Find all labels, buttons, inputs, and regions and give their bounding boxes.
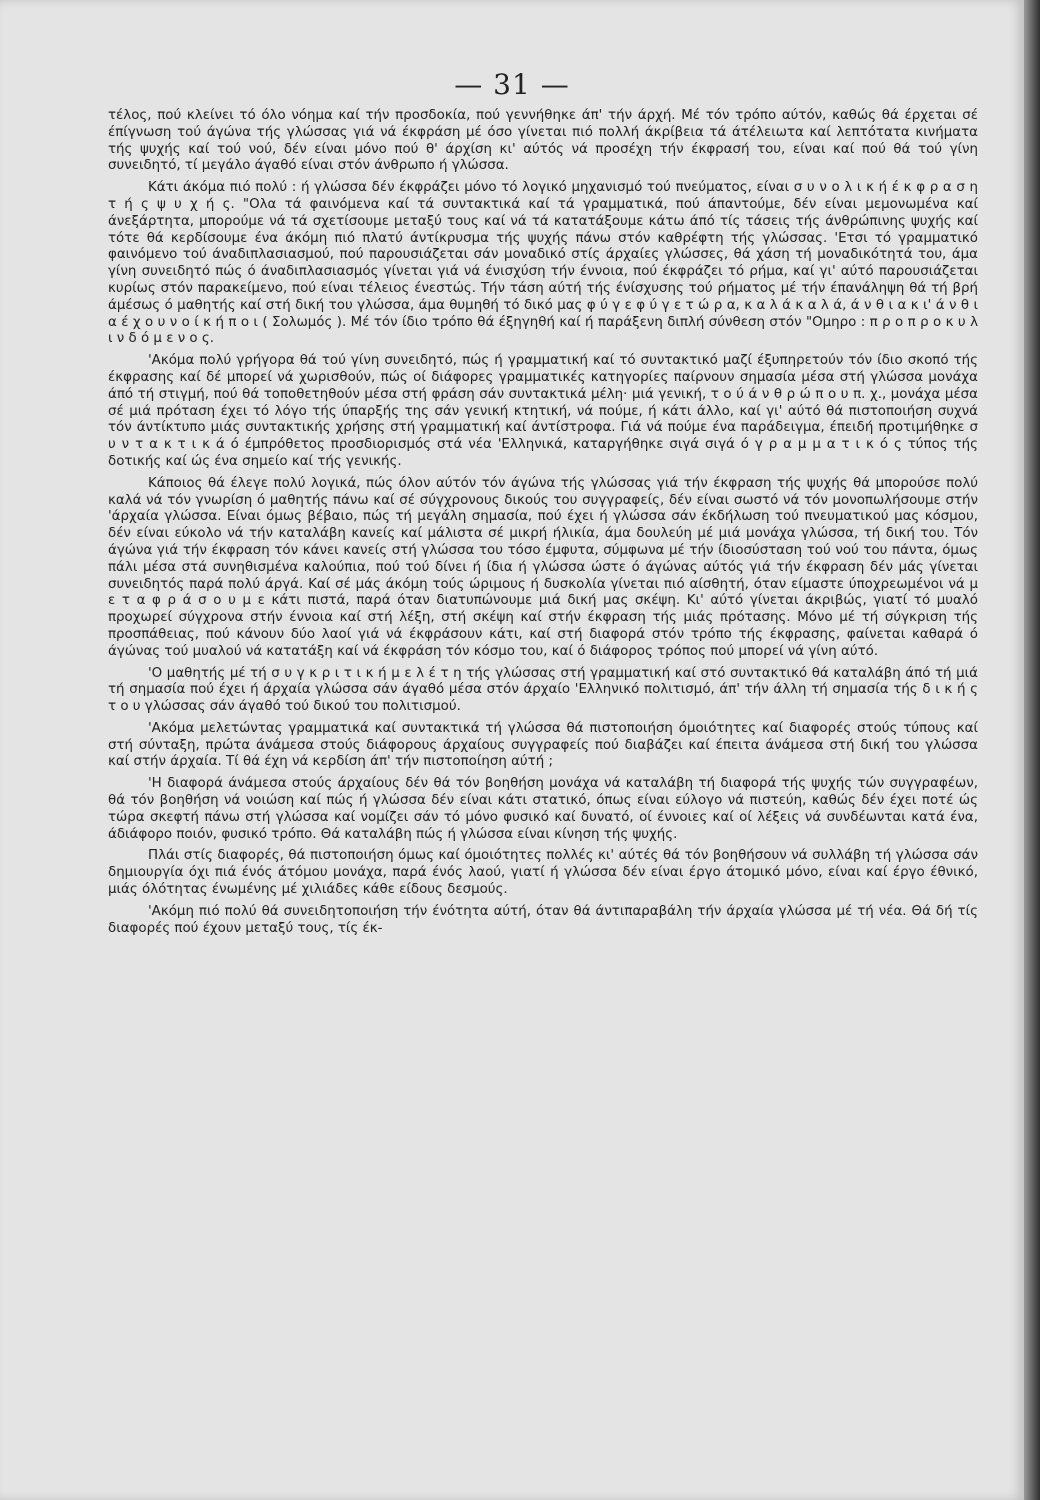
- body-text: [108, 108, 978, 942]
- paragraph: 'Η διαφορά άνάμεσα στούς άρχαίους δέν θά τόν βοηθήση μονάχα νά καταλάβη τή διαφορά τής ψυχής τών συγγραφέων, θά τόν βοηθήση νά νοιώση καί πώς ή γλώσσα δέν είναι κάτι στατικό, όπως είναι εύλογο νά πιστεύη, καθώς δέν έχει ποτέ ώς τώρα σκεφτή πάνω στή γλώσσα καί νομίζει σάν τό μόνο φυσικό καί δυνατό, οί έννοιες καί οί λέξεις νά συνδέωνται κατά ένα, άδιάφορο ποιόν, φυσικό τρόπο. Θά καταλάβη πώς ή γλώσσα είναι κίνηση τής ψυχής.: [108, 776, 978, 842]
- paragraph: 'Ο μαθητής μέ τή σ υ γ κ ρ ι τ ι κ ή μ ε λ έ τ η τής γλώσσας στή γραμματική καί στό συντακτικό θά καταλάβη άπό τή μιά τή σημασία πού έχει ή άρχαία γλώσσα σάν άγαθό μέσα στόν άρχαίο 'Ελληνικό πολιτισμό, άπ' τήν άλλη τή σημασία τής δ ι κ ή ς τ ο υ γλώσσας σάν άγαθό τού δικού του πολιτισμού.: [108, 665, 978, 715]
- paragraph: Κάποιος θά έλεγε πολύ λογικά, πώς όλον αύτόν τόν άγώνα τής γλώσσας γιά τήν έκφραση τής ψυχής θά μπορούσε πολύ καλά νά τόν γνωρίση ό μαθητής πάνω καί σέ σύγχρονους δικούς του συγγραφείς, δέν είναι σωστό νά τόν μονοπωλήσουμε στήν 'άρχαία γλώσσα. Είναι όμως βέβαιο, πώς τή μεγάλη σημασία, πού έχει ή γλώσσα σάν έκδήλωση τού πνευματικού μας κόσμου, δέν είναι εύκολο νά τήν καταλάβη κανείς καί μάλιστα σέ μικρή ήλικία, άμα δουλεύη μέ μιά μονάχα γλώσσα, τή δική του. Τόν άγώνα γιά τήν έκφραση τόν κάνει κανείς στή γλώσσα του τόσο έμφυτα, σύμφωνα μέ τήν ίδιοσύσταση τού νού του πάντα, όμως πάλι μέσα στά συνηθισμένα καλούπια, πού τού δίνει ή ίδια ή γλώσσα ώστε ό άγώνας αύτός γιά τήν έκφραση δέν μάς γίνεται συνειδητός παρά πολύ άργά. Καί σέ μάς άκόμη τούς ώριμους ή δυσκολία γίνεται πιό αίσθητή, όταν είμαστε ύποχρεωμένοι νά μ ε τ α φ ρ ά σ ο υ μ ε κάτι πιστά, παρά όταν διατυπώνουμε μιά δική μας σκέψη. Κι' αύτό γίνεται άκριβώς, γιατί τό μυαλό προχωρεί σύγχρονα στήν έννοια καί στή λέξη, στή σκέψη καί στήν έκφραση τής μιάς πρότασης. Μόνο μέ τή σύγκριση τής προσπάθειας, πού κάνουν δύο λαοί γιά νά έκφράσουν κάτι, καί στή διαφορά στόν τρόπο τής έκφρασης, φαίνεται καθαρά ό άγώνας τού μυαλού νά κατατάξη καί νά έκφράση τόν κόσμο του, καί ό διάφορος τρόπος πού μπορεί νά γίνη αύτό.: [108, 475, 978, 659]
- page-edge-shadow: [1024, 0, 1040, 1500]
- paragraph: Πλάι στίς διαφορές, θά πιστοποιήση όμως καί όμοιότητες πολλές κι' αύτές θά τόν βοηθήσουν νά συλλάβη τή γλώσσα σάν δημιουργία όχι πιά ένός άτόμου μονάχα, παρά ένός λαού, γιατί ή γλώσσα δέν είναι έργο άτομικό μόνο, είναι καί έργο έθνικό, μιάς όλότητας ένωμένης μέ χιλιάδες κάθε είδους δεσμούς.: [108, 848, 978, 898]
- paragraph: 'Ακόμα μελετώντας γραμματικά καί συντακτικά τή γλώσσα θά πιστοποιήση όμοιότητες καί διαφορές στούς τύπους καί στή σύνταξη, πρώτα άνάμεσα στούς διάφορους άρχαίους συγγραφείς πού διαβάζει καί έπειτα άνάμεσα στή δική του γλώσσα καί στήν άρχαία. Τί θά έχη νά κερδίση άπ' τήν πιστοποίηση αύτή ;: [108, 720, 978, 770]
- page-number: — 31 —: [454, 68, 570, 101]
- paragraph: Κάτι άκόμα πιό πολύ : ή γλώσσα δέν έκφράζει μόνο τό λογικό μηχανισμό τού πνεύματος, είναι σ υ ν ο λ ι κ ή έ κ φ ρ α σ η τ ή ς ψ υ χ ή ς. "Ολα τά φαινόμενα καί τά συντακτικά καί τά γραμματικά, πού άπαντούμε, δέν είναι μεμονωμένα καί άνεξάρτητα, μπορούμε νά τά σχετίσουμε μεταξύ τους καί νά τά κατατάξουμε κάτω άπό τίς τάσεις τής άνθρώπινης ψυχής καί τότε θά κερδίσουμε ένα άκόμη πιό πλατύ άντίκρυσμα τής ψυχής πάνω στόν καθρέφτη τής γλώσσας. 'Ετσι τό γραμματικό φαινόμενο τού άναδιπλασιασμού, πού παρουσιάζεται σάν μοναδικό στίς άρχαίες γλώσσες, θά χάση τή μοναδικότητά του, άμα γίνη συνειδητό πώς ό άναδιπλασιασμός γίνεται γιά νά ένισχύση τήν έννοια, πού έκφράζει τό ρήμα, καί γι' αύτό παρουσιάζεται κυρίως στόν παρακείμενο, πού είναι τέλειος ένεστώς. Τήν τάση αύτή τής ένίσχυσης τού ρήματος μέ τήν έπανάληψη θά τή βρή άμέσως ό μαθητής καί στή δική του γλώσσα, άμα θυμηθή τό δικό μας φ ύ γ ε φ ύ γ ε τ ώ ρ α, κ α λ ά κ α λ ά, ά ν θ ι α κ ι' ά ν θ ι α έ χ ο υ ν ο ί κ ή π ο ι ( Σολωμός ). Μέ τόν ίδιο τρόπο θά έξηγηθή καί ή παράξενη διπλή σύνθεση στόν "Ομηρο : π ρ ο π ρ ο κ υ λ ι ν δ ό μ ε ν ο ς.: [108, 180, 978, 347]
- paragraph: 'Ακόμα πολύ γρήγορα θά τού γίνη συνειδητό, πώς ή γραμματική καί τό συντακτικό μαζί έξυπηρετούν τόν ίδιο σκοπό τής έκφρασης καί δέ μπορεί νά χωρισθούν, πώς οί διάφορες γραμματικές κατηγορίες παίρνουν σημασία μέσα στή γλώσσα μονάχα άπό τή στιγμή, πού θά τοποθετηθούν μέσα στή φράση σάν συντακτικά μέλη· μιά γενική, τ ο ύ ά ν θ ρ ώ π ο υ π. χ., μονάχα μέσα σέ μιά πρόταση έχει τό λόγο τής ύπαρξής της σάν γενική κτητική, νά πούμε, ή κάτι άλλο, καί γι' αύτό θά πιστοποιήση συχνά τόν άντίκτυπο μιάς συντακτικής χρήσης στή γραμματική καί άντίστροφα. Γιά νά πούμε ένα παράδειγμα, έπειδή προτιμήθηκε σ υ ν τ α κ τ ι κ ά ό έμπρόθετος προσδιορισμός στά νέα 'Ελληνικά, καταργήθηκε σιγά σιγά ό γ ρ α μ μ α τ ι κ ό ς τύπος τής δοτικής καί ώς ένα σημείο καί τής γενικής.: [108, 353, 978, 469]
- paragraph: τέλος, πού κλείνει τό όλο νόημα καί τήν προσδοκία, πού γεννήθηκε άπ' τήν άρχή. Μέ τόν τρόπο αύτόν, καθώς θά έρχεται σέ έπίγνωση τού άγώνα τής γλώσσας γιά νά έκφράση μέ όσο γίνεται πιό πολλή άκρίβεια τά άτέλειωτα καί λεπτότατα κινήματα τής ψυχής καί τού νού, δέν είναι μόνο πού θ' άρχίση κι' αύτός νά προσέχη τήν έκφρασή του, είναι καί πού θά τού γίνη συνειδητό, τί μεγάλο άγαθό είναι στόν άνθρωπο ή γλώσσα.: [108, 108, 978, 174]
- paragraph: 'Ακόμη πιό πολύ θά συνειδητοποιήση τήν ένότητα αύτή, όταν θά άντιπαραβάλη τήν άρχαία γλώσσα μέ τή νέα. Θά δή τίς διαφορές πού έχουν μεταξύ τους, τίς έκ-: [108, 903, 978, 936]
